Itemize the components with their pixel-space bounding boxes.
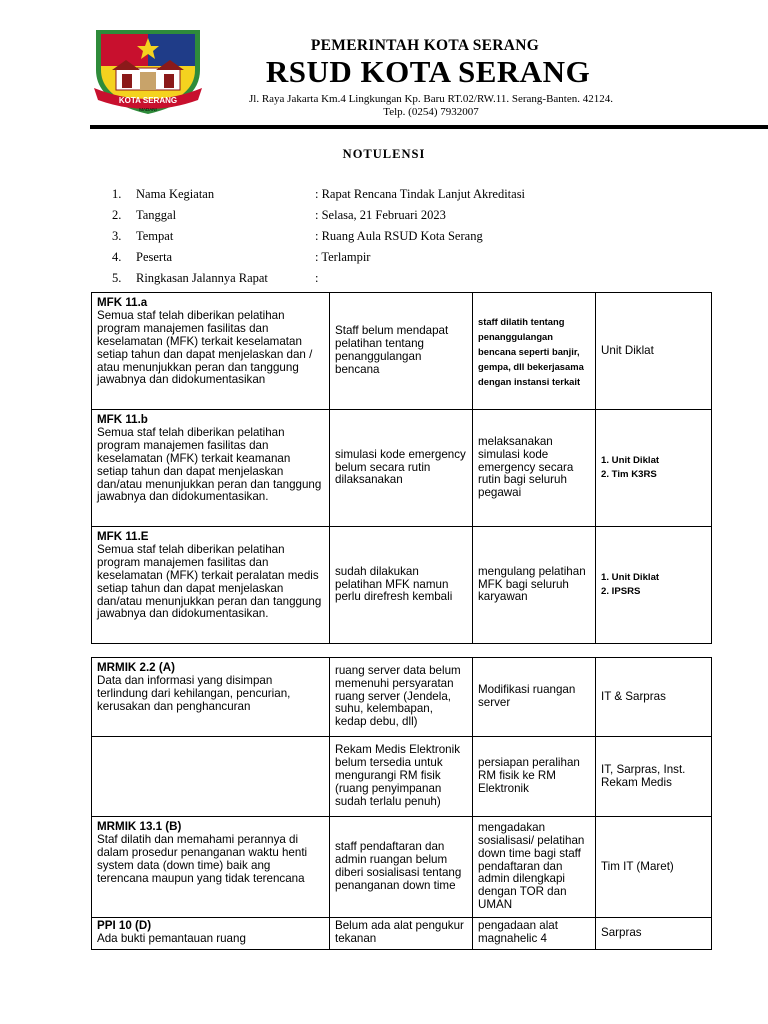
pic-item: 2. IPSRS	[601, 586, 641, 597]
standard-text: Data dan informasi yang disimpan terlindung dari kehilangan, pencurian, kerusakan dan penghancuran	[97, 673, 291, 713]
meta-num: 1.	[112, 187, 122, 201]
meta-label: Tanggal	[136, 208, 177, 222]
standard-text: Staf dilatih dan memahami perannya di dalam prosedur penanganan waktu henti system data (down time) baik ang terencana maupun yang tidak terencana	[97, 832, 308, 885]
standard-text: Semua staf telah diberikan pelatihan program manajemen fasilitas dan keselamatan (MFK) terkait keamanan setiap tahun dan dapat menjelaskan dan/atau menunjukkan peran dan tanggung jawabnya dan didokumentasikan.	[97, 425, 322, 504]
document-title: NOTULENSI	[342, 147, 426, 161]
meta-value: : Terlampir	[315, 250, 371, 264]
standard-code: MFK 11.a	[97, 296, 148, 309]
pic-cell: Unit Diklat	[596, 293, 712, 410]
meta-value: : Rapat Rencana Tindak Lanjut Akreditasi	[315, 187, 526, 201]
pic-cell: IT & Sarpras	[596, 658, 712, 737]
action-cell: pengadaan alat magnahelic 4	[473, 918, 596, 950]
finding-cell: Staff belum mendapat pelatihan tentang penanggulangan bencana	[330, 293, 473, 410]
meta-num: 3.	[112, 229, 122, 243]
meta-row-activity	[112, 187, 672, 205]
pic-item: 1. Unit Diklat	[601, 572, 660, 583]
meta-row-summary	[112, 271, 672, 289]
standard-code: MFK 11.b	[97, 413, 148, 426]
meta-num: 4.	[112, 250, 122, 264]
meta-row-place	[112, 229, 672, 247]
table-row	[92, 737, 712, 817]
standard-text: Semua staf telah diberikan pelatihan program manajemen fasilitas dan keselamatan (MFK) terkait peralatan medis setiap tahun dan dapat menjelaskan dan/atau menunjukkan peran dan tanggung jawabnya dan didokumentasikan.	[97, 542, 322, 621]
action-cell: Modifikasi ruangan server	[473, 658, 596, 737]
finding-cell: ruang server data belum memenuhi persyaratan ruang server (Jendela, suhu, kelembapan, kedap debu, dll)	[330, 658, 473, 737]
logo-text: KOTA SERANG	[118, 96, 178, 105]
pic-cell	[596, 527, 712, 644]
standard-cell	[92, 817, 330, 918]
standard-cell	[92, 293, 330, 410]
letterhead-divider	[90, 125, 768, 129]
meta-label: Nama Kegiatan	[136, 187, 215, 201]
meta-value: :	[315, 271, 319, 285]
pic-cell: Tim IT (Maret)	[596, 817, 712, 918]
standard-code: MRMIK 2.2 (A)	[97, 661, 175, 674]
table-row	[92, 817, 712, 918]
action-cell: mengadakan sosialisasi/ pelatihan down time bagi staff pendaftaran dan admin dilengkapi dengan TOR dan UMAN	[473, 817, 596, 918]
table-row	[92, 293, 712, 410]
meta-row-date	[112, 208, 672, 226]
meta-num: 5.	[112, 271, 122, 285]
finding-cell: simulasi kode emergency belum secara rutin dilaksanakan	[330, 410, 473, 527]
standard-cell	[92, 658, 330, 737]
action-cell: staff dilatih tentang penanggulangan bencana seperti banjir, gempa, dll bekerjasama dengan instansi terkait	[473, 293, 596, 410]
standard-cell	[92, 737, 330, 817]
mrmik-table	[91, 657, 712, 950]
pic-cell: Sarpras	[596, 918, 712, 950]
standard-cell	[92, 918, 330, 950]
standard-text: Semua staf telah diberikan pelatihan program manajemen fasilitas dan keselamatan (MFK) terkait keselamatan setiap tahun dan dapat menjelaskan dan / atau menunjukkan peran dan tanggung jawabnya dan didokumentasikan	[97, 308, 313, 387]
standard-code: MFK 11.E	[97, 530, 149, 543]
meta-num: 2.	[112, 208, 122, 222]
hospital-address	[206, 93, 656, 118]
phone-line: Telp. (0254) 7932007	[383, 105, 479, 118]
standard-cell	[92, 527, 330, 644]
mfk-table	[91, 292, 712, 644]
address-line: Jl. Raya Jakarta Km.4 Lingkungan Kp. Baru RT.02/RW.11. Serang-Banten. 42124.	[248, 93, 613, 105]
pic-item: 2. Tim K3RS	[601, 469, 657, 480]
logo-subtext: MADANI	[139, 107, 157, 112]
action-cell: mengulang pelatihan MFK bagi seluruh karyawan	[473, 527, 596, 644]
meta-value: : Selasa, 21 Februari 2023	[315, 208, 446, 222]
pic-cell	[596, 410, 712, 527]
table-row	[92, 918, 712, 950]
finding-cell: Rekam Medis Elektronik belum tersedia untuk mengurangi RM fisik (ruang penyimpanan sudah terlalu penuh)	[330, 737, 473, 817]
meta-row-participants	[112, 250, 672, 268]
standard-text: Ada bukti pemantauan ruang	[97, 931, 246, 945]
table-row	[92, 527, 712, 644]
kota-serang-logo	[90, 26, 206, 116]
table-row	[92, 658, 712, 737]
action-cell: melaksanakan simulasi kode emergency secara rutin bagi seluruh pegawai	[473, 410, 596, 527]
meta-label: Ringkasan Jalannya Rapat	[136, 271, 268, 285]
table-row	[92, 410, 712, 527]
pic-item: 1. Unit Diklat	[601, 455, 660, 466]
standard-code: PPI 10 (D)	[97, 919, 152, 932]
pic-cell: IT, Sarpras, Inst. Rekam Medis	[596, 737, 712, 817]
meta-value: : Ruang Aula RSUD Kota Serang	[315, 229, 483, 243]
meta-label: Tempat	[136, 229, 174, 243]
government-name: PEMERINTAH KOTA SERANG	[310, 37, 540, 54]
finding-cell: Belum ada alat pengukur tekanan	[330, 918, 473, 950]
hospital-name: RSUD KOTA SERANG	[265, 54, 591, 89]
standard-code: MRMIK 13.1 (B)	[97, 820, 182, 833]
finding-cell: staff pendaftaran dan admin ruangan belum diberi sosialisasi tentang penanganan down time	[330, 817, 473, 918]
standard-cell	[92, 410, 330, 527]
finding-cell: sudah dilakukan pelatihan MFK namun perlu direfresh kembali	[330, 527, 473, 644]
action-cell: persiapan peralihan RM fisik ke RM Elektronik	[473, 737, 596, 817]
meta-label: Peserta	[136, 250, 173, 264]
